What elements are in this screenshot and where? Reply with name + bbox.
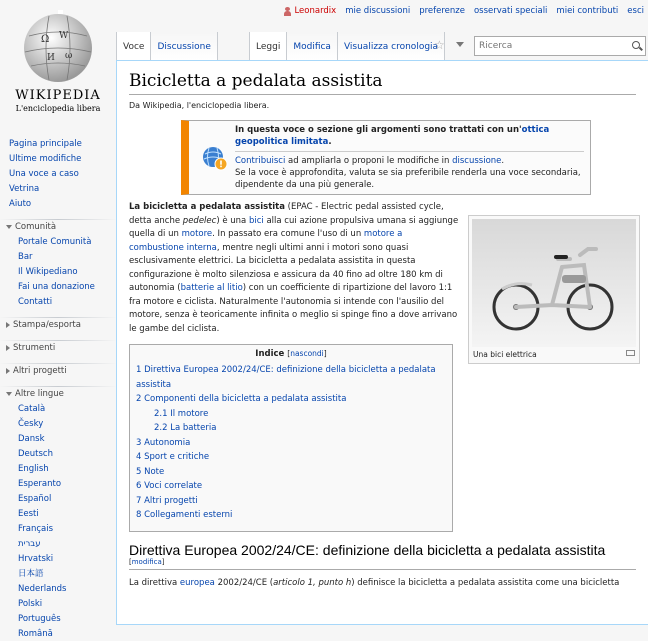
chevron-right-icon: [6, 345, 10, 351]
link-preferences[interactable]: preferenze: [419, 6, 465, 16]
sidebar-item-random[interactable]: Una voce a caso: [9, 168, 79, 179]
link-discussion[interactable]: discussione: [452, 156, 502, 166]
link-europea[interactable]: europea: [179, 577, 215, 588]
lang-link[interactable]: Dansk: [18, 433, 45, 444]
tab-discussion[interactable]: Discussione: [151, 32, 217, 60]
svg-text:И: И: [47, 53, 55, 63]
toc-item[interactable]: 3 Autonomia: [136, 437, 191, 448]
lang-link[interactable]: Català: [18, 403, 46, 414]
tab-edit[interactable]: Modifica: [287, 32, 338, 60]
lang-link[interactable]: 日本語: [18, 568, 44, 579]
link-my-contributions[interactable]: miei contributi: [556, 6, 619, 16]
link-contribute[interactable]: Contribuisci: [235, 156, 286, 166]
bicycle-image[interactable]: [472, 219, 636, 347]
divider: [129, 569, 636, 570]
notice-box: [181, 120, 591, 195]
section-paragraph: La direttiva europea 2002/24/CE (articolo 1, punto h) definisce la bicicletta a pedalata assistita come una bicicletta: [129, 577, 620, 588]
notice-body: Contribuisci ad ampliarla o proponi le modifiche in discussione.: [235, 156, 505, 166]
lang-link[interactable]: English: [18, 463, 49, 474]
user-link[interactable]: [284, 6, 336, 16]
tab-article[interactable]: Voce: [117, 32, 151, 60]
link-motore[interactable]: motore: [181, 229, 213, 239]
personal-tools: [284, 6, 644, 16]
chevron-down-icon: [6, 225, 12, 229]
article-content: [116, 60, 648, 625]
toc-item[interactable]: 1 Direttiva Europea 2002/24/CE: definizione della bicicletta a pedalata assistita: [136, 365, 436, 390]
sidebar-item-contacts[interactable]: Contatti: [18, 296, 53, 307]
sidebar-item-community-portal[interactable]: Portale Comunità: [18, 236, 92, 247]
link-batterie-litio[interactable]: batterie al litio: [180, 283, 243, 293]
user-icon: [284, 7, 291, 16]
sidebar-item-bar[interactable]: Bar: [18, 251, 33, 262]
site-subtitle: Da Wikipedia, l'enciclopedia libera.: [129, 101, 270, 110]
portal-languages: [0, 386, 116, 641]
sidebar-item-help[interactable]: Aiuto: [9, 198, 32, 209]
toc-title: Indice [nascondi]: [255, 349, 327, 359]
sidebar-item-recent-changes[interactable]: Ultime modifiche: [9, 153, 82, 164]
username[interactable]: Leonardix: [294, 6, 337, 16]
watch-star-icon[interactable]: ☆: [434, 38, 445, 52]
toc-item[interactable]: 6 Voci correlate: [136, 481, 203, 491]
lang-link[interactable]: עברית: [18, 538, 41, 549]
sidebar-item-main-page[interactable]: Pagina principale: [9, 138, 82, 149]
toc-item[interactable]: 5 Note: [136, 466, 165, 477]
portal-print-header[interactable]: Stampa/esporta: [0, 317, 116, 332]
table-of-contents: [129, 344, 453, 532]
intro-paragraph: La bicicletta a pedalata assistita (EPAC - Electric pedal assisted cycle, detta anche pedelec) è una bici alla cui azione propulsiva umana si aggiunge quella di un motore. In passato era comune l'uso di un motore a combustione interna, mentre negli ultimi anni i motori sono quasi esclusivamente elettrici. La bicicletta a pedalata assistita in questa configurazione è molto silenziosa e assicura da 40 fino ad oltre 180 km di autonomia (batterie al litio) con un coefficiente di ripartizione del lavoro 1:1 fra motore e ciclista. Naturalmente l'autonomia si intende con l'ausilio del motore, senza è teoricamente infinita o meglio si spinge fino a dove arrivano le gambe del ciclista.: [129, 202, 459, 334]
toc-item[interactable]: 2 Componenti della bicicletta a pedalata assistita: [136, 394, 347, 404]
lang-link[interactable]: Eesti: [18, 508, 39, 519]
sidebar-item-featured[interactable]: Vetrina: [9, 183, 40, 194]
toc-item[interactable]: 8 Collegamenti esterni: [136, 510, 233, 520]
portal-tools: [0, 340, 116, 355]
view-tabs: [249, 32, 445, 60]
lang-link[interactable]: Nederlands: [18, 583, 67, 594]
globe-warning-icon: [195, 124, 235, 191]
search-icon[interactable]: [632, 41, 640, 49]
lang-link[interactable]: Română: [18, 628, 53, 639]
portal-community: [0, 219, 116, 309]
section-edit: [modifica]: [129, 557, 165, 566]
portal-languages-header[interactable]: Altre lingue: [0, 386, 116, 401]
section-edit-link[interactable]: modifica: [131, 557, 162, 566]
tab-history[interactable]: Visualizza cronologia: [338, 32, 445, 60]
sidebar: [0, 136, 116, 641]
search-input[interactable]: [475, 37, 625, 55]
lang-link[interactable]: Français: [18, 523, 54, 534]
link-logout[interactable]: esci: [627, 6, 644, 16]
lang-link[interactable]: Hrvatski: [18, 553, 54, 564]
toc-item[interactable]: 7 Altri progetti: [136, 495, 198, 506]
lang-link[interactable]: Deutsch: [18, 448, 53, 459]
logo-tagline: L'enciclopedia libera: [15, 104, 101, 113]
lang-link[interactable]: Polski: [18, 598, 43, 609]
chevron-right-icon: [6, 322, 10, 328]
portal-other-projects: [0, 363, 116, 378]
chevron-right-icon: [6, 368, 10, 374]
portal-tools-header[interactable]: Strumenti: [0, 340, 116, 355]
sidebar-item-donate[interactable]: Fai una donazione: [18, 281, 95, 292]
search-box: [474, 36, 646, 56]
lang-link[interactable]: Español: [18, 493, 52, 504]
link-bici[interactable]: bici: [248, 215, 264, 226]
svg-text:W: W: [59, 31, 69, 41]
page-title: Bicicletta a pedalata assistita: [129, 71, 636, 95]
link-motore-combustione[interactable]: motore a combustione interna: [129, 229, 403, 253]
svg-text:ω: ω: [65, 51, 73, 61]
puzzle-globe-icon: [19, 8, 97, 86]
notice-title: In questa voce o sezione gli argomenti sono trattati con un'ottica geopolitica limitata.: [235, 125, 550, 147]
link-watchlist[interactable]: osservati speciali: [473, 6, 548, 16]
toc-item[interactable]: 2.1 Il motore: [154, 408, 209, 419]
thumbnail: [468, 215, 640, 364]
svg-text:Ω: Ω: [41, 34, 50, 45]
link-limited-geopolitics[interactable]: ottica geopolitica limitata: [235, 125, 550, 147]
section-heading: Direttiva Europea 2002/24/CE: definizione della bicicletta a pedalata assistita: [129, 541, 606, 558]
divider: [235, 151, 584, 152]
enlarge-icon[interactable]: [626, 350, 635, 356]
namespace-tabs: [116, 32, 218, 60]
portal-other-projects-header[interactable]: Altri progetti: [0, 363, 116, 378]
toc-item[interactable]: 4 Sport e critiche: [136, 452, 210, 462]
toc-item[interactable]: 2.2 La batteria: [154, 423, 217, 433]
more-actions-icon[interactable]: [456, 42, 464, 47]
toc-toggle[interactable]: nascondi: [290, 349, 324, 358]
chevron-down-icon: [6, 392, 12, 396]
logo-wordmark: WIKIPEDIA: [15, 88, 101, 103]
portal-community-header[interactable]: Comunità: [0, 219, 116, 234]
link-my-talk[interactable]: mie discussioni: [345, 6, 411, 16]
lang-link[interactable]: Português: [18, 613, 61, 624]
lang-link[interactable]: Esperanto: [18, 478, 62, 489]
lang-link[interactable]: Česky: [18, 418, 44, 429]
image-caption: Una bici elettrica: [472, 347, 636, 360]
notice-note: Se la voce è approfondita, valuta se sia preferibile renderla una voce secondaria, dipendente da una più generale.: [235, 168, 581, 190]
portal-print: [0, 317, 116, 332]
wikipedia-logo[interactable]: [8, 8, 108, 128]
tab-read[interactable]: Leggi: [250, 32, 287, 60]
sidebar-item-wikipediano[interactable]: Il Wikipediano: [18, 266, 78, 277]
